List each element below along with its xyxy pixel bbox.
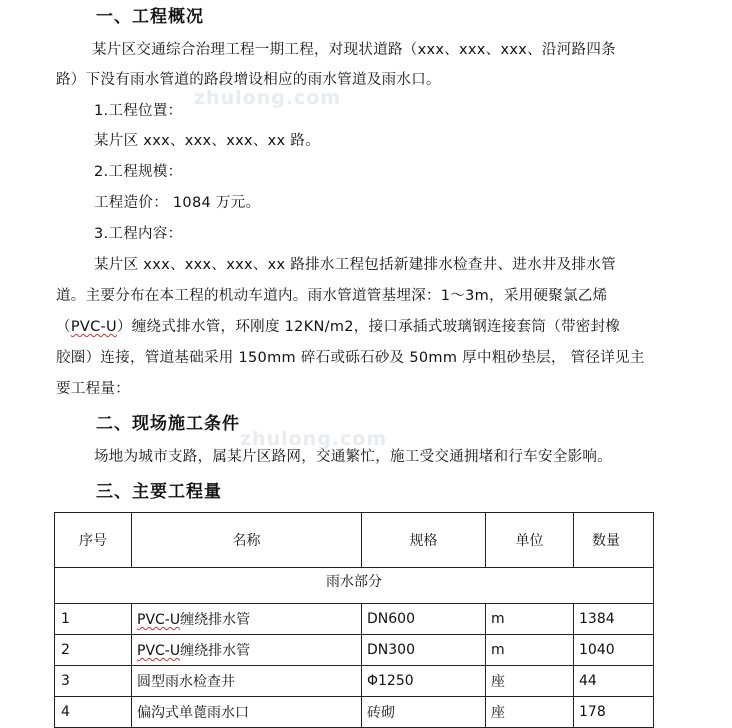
section-heading-quantities: 三、主要工程量 xyxy=(96,482,222,502)
cell-name: 圆型雨水检查井 xyxy=(132,666,362,697)
table-row xyxy=(55,666,654,697)
cell-no: 3 xyxy=(55,666,132,697)
section-heading-overview: 一、工程概况 xyxy=(96,7,204,27)
paragraph-content-line: 道。主要分布在本工程的机动车道内。雨水管道管基埋深：1～3m，采用硬聚氯乙烯 xyxy=(56,288,608,304)
cell-name-text: 缠绕排水管 xyxy=(180,612,251,628)
watermark: zhulong.com xyxy=(240,428,388,450)
item-label-location: 1.工程位置： xyxy=(94,103,183,119)
cell-spec: 砖砌 xyxy=(362,697,486,728)
paragraph-content-line: 胶圈）连接，管道基础采用 150mm 碎石或砾石砂及 50mm 厚中粗砂垫层， 管径详见主 xyxy=(56,350,645,366)
table-row xyxy=(55,697,654,728)
cell-qty: 44 xyxy=(574,666,654,697)
cell-no: 1 xyxy=(55,604,132,635)
quantities-table xyxy=(54,512,654,728)
paragraph-content-line: 要工程量： xyxy=(56,381,130,397)
item-value-scale: 工程造价： 1084 万元。 xyxy=(94,195,261,211)
section-heading-site-conditions: 二、现场施工条件 xyxy=(96,414,240,434)
paragraph-content-line xyxy=(56,315,620,336)
cell-no: 2 xyxy=(55,635,132,666)
cell-spec: DN600 xyxy=(362,604,486,635)
cell-name-text: 缠绕排水管 xyxy=(180,643,251,659)
bracket-open: （ xyxy=(56,319,71,335)
cell-unit: 座 xyxy=(486,697,574,728)
header-unit: 单位 xyxy=(486,513,574,568)
cell-no: 4 xyxy=(55,697,132,728)
spellcheck-word: PVC-U xyxy=(70,319,117,335)
header-spec: 规格 xyxy=(362,513,486,568)
watermark: zhulong.com xyxy=(194,87,342,109)
header-qty: 数量 xyxy=(574,513,654,568)
paragraph-intro-line: 路）下没有雨水管道的路段增设相应的雨水管道及雨水口。 xyxy=(56,72,441,88)
cell-name: 偏沟式单蓖雨水口 xyxy=(132,697,362,728)
paragraph-content-line: 某片区 xxx、xxx、xxx、xx 路排水工程包括新建排水检查井、进水井及排水管 xyxy=(94,257,616,273)
header-no: 序号 xyxy=(55,513,132,568)
cell-qty: 1384 xyxy=(574,604,654,635)
paragraph-content-text: ）缠绕式排水管，环刚度 12KN/m2，接口承插式玻璃钢连接套筒（带密封橡 xyxy=(116,319,621,335)
item-label-content: 3.工程内容： xyxy=(94,226,183,242)
paragraph-intro-line: 某片区交通综合治理工程一期工程，对现状道路（xxx、xxx、xxx、沿河路四条 xyxy=(92,42,616,58)
spellcheck-word: PVC-U xyxy=(137,612,181,628)
table-row xyxy=(55,604,654,635)
spellcheck-word: PVC-U xyxy=(137,643,181,659)
cell-name xyxy=(132,635,362,666)
section-label: 雨水部分 xyxy=(55,568,654,604)
item-label-scale: 2.工程规模： xyxy=(94,164,183,180)
cell-unit: 座 xyxy=(486,666,574,697)
table-row xyxy=(55,635,654,666)
header-name: 名称 xyxy=(132,513,362,568)
paragraph-site-conditions: 场地为城市支路，属某片区路网，交通繁忙，施工受交通拥堵和行车安全影响。 xyxy=(94,449,612,465)
cell-spec: DN300 xyxy=(362,635,486,666)
cell-unit: m xyxy=(486,604,574,635)
cell-name xyxy=(132,604,362,635)
cell-unit: m xyxy=(486,635,574,666)
cell-spec: Φ1250 xyxy=(362,666,486,697)
cell-qty: 1040 xyxy=(574,635,654,666)
table-header-row xyxy=(55,513,654,568)
cell-qty: 178 xyxy=(574,697,654,728)
item-value-location: 某片区 xxx、xxx、xxx、xx 路。 xyxy=(94,133,320,149)
table-section-row xyxy=(55,568,654,604)
